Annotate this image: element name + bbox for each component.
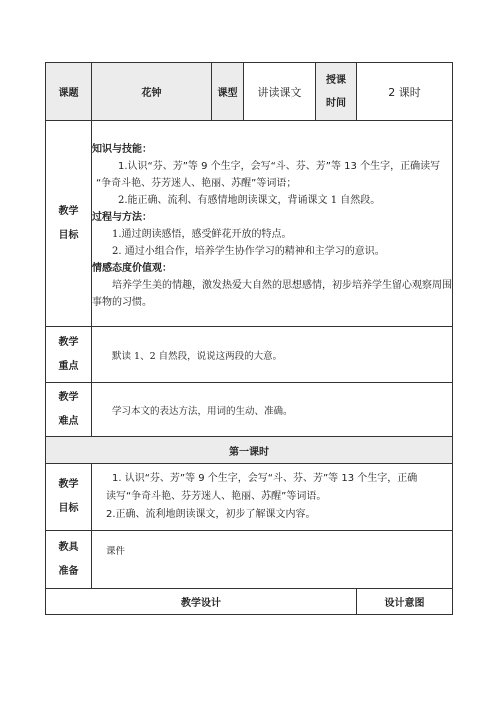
attitude-item-1: 培养学生美的情趣，激发热爱大自然的思想感情，初步培养学生留心观察周围: [112, 280, 452, 291]
knowledge-heading: 知识与技能：: [92, 144, 152, 155]
type-value: 讲读课文: [244, 63, 316, 121]
key-text: 默读 1、2 自然段，说说这两段的大意。: [92, 327, 453, 383]
lesson1-goals-content: [92, 464, 453, 531]
attitude-item-1-cont: 事物的习惯。: [92, 297, 152, 308]
type-label: 课型: [212, 63, 244, 121]
hours-value: 2 课时: [357, 63, 453, 121]
process-heading: 过程与方法：: [92, 212, 152, 223]
lesson1-heading: 第一课时: [46, 437, 453, 464]
attitude-heading: 情感态度价值观：: [92, 263, 172, 274]
knowledge-item-1: 1.认识“芬、芳”等 9 个生字，会写“斗、芬、芳”等 13 个生字，正确读写: [118, 161, 441, 172]
lesson1-goal-1: 1. 认识“芬、芳”等 9 个生字，会写“斗、芬、芳”等 13 个生字，正确: [112, 473, 418, 484]
goals-label: 教学 目标: [46, 121, 92, 327]
materials-label: 教具 准备: [46, 531, 92, 589]
intent-header: 设计意图: [357, 589, 453, 615]
subject-label: 课题: [46, 63, 92, 121]
lesson-title: 花钟: [92, 63, 212, 121]
lesson-plan-table: [45, 62, 453, 615]
knowledge-item-1-cont: “争奇斗艳、芬芳迷人、艳丽、苏醒”等词语；: [96, 178, 297, 189]
knowledge-item-2: 2.能正确、流利、有感情地朗读课文，背诵课文 1 自然段。: [118, 195, 381, 206]
goals-content: [92, 121, 453, 327]
process-item-1: 1.通过朗读感悟，感受鲜花开放的特点。: [112, 229, 292, 240]
lesson1-goal-1-cont: 读写“争奇斗艳、芬芳迷人、艳丽、苏醒”等词语。: [106, 491, 327, 502]
design-header: 教学设计: [46, 589, 357, 615]
difficulty-text: 学习本文的表达方法，用词的生动、准确。: [92, 383, 453, 437]
process-item-2: 2. 通过小组合作，培养学生协作学习的精神和主学习的意识。: [112, 246, 385, 257]
materials-text: 课件: [92, 531, 453, 589]
key-label: 教学 重点: [46, 327, 92, 383]
lesson1-goals-label: 教学 目标: [46, 464, 92, 531]
time-label: 授课 时间: [316, 63, 357, 121]
lesson1-goal-2: 2.正确、流利地朗读课文，初步了解课文内容。: [106, 509, 316, 520]
difficulty-label: 教学 难点: [46, 383, 92, 437]
